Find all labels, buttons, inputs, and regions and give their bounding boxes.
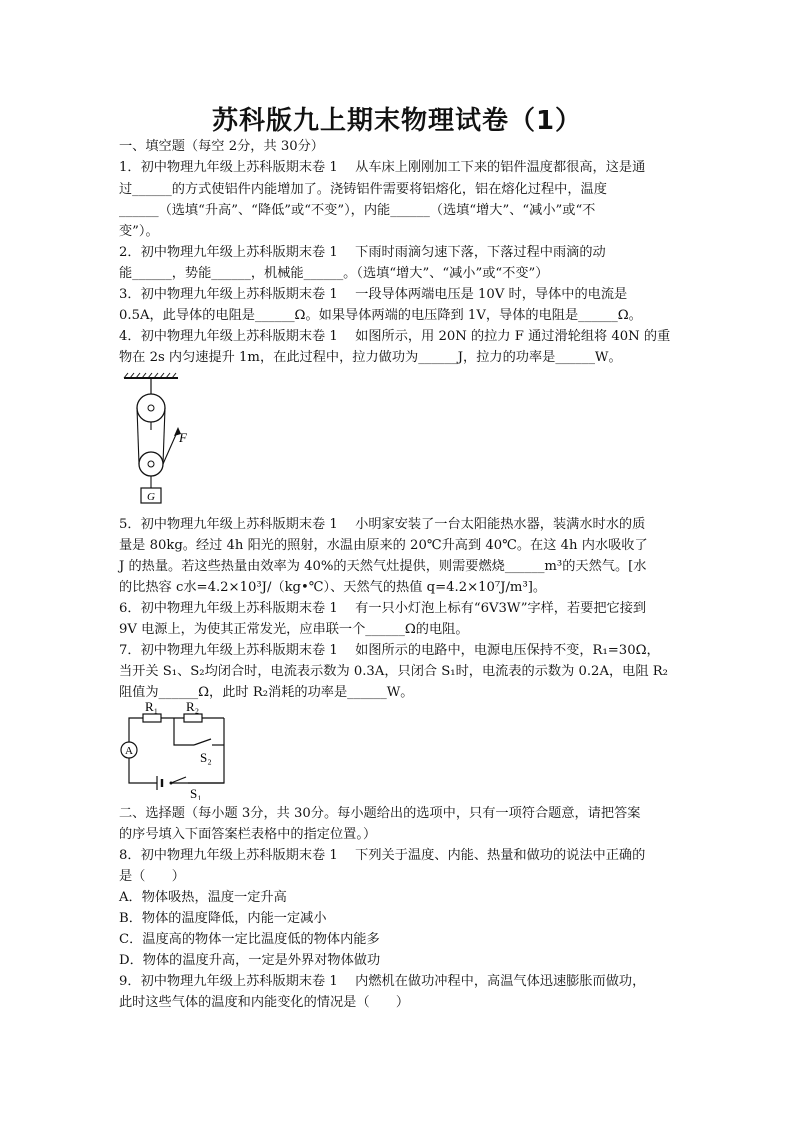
question-5-line-1: 5．初中物理九年级上苏科版期末卷 1 小明家安装了一台太阳能热水器，装满水时水的质 bbox=[119, 517, 646, 532]
question-1-line-2: 过______的方式使铝件内能增加了。浇铸铝件需要将铝熔化，铝在熔化过程中，温度 bbox=[119, 182, 607, 197]
question-4-line-2: 物在 2s 内匀速提升 1m，在此过程中，拉力做功为______J，拉力的功率是______W。 bbox=[119, 350, 622, 365]
weight-label: G bbox=[147, 491, 155, 503]
r2-label: R₂ bbox=[186, 700, 200, 714]
switch-s1-pivot bbox=[170, 782, 173, 785]
battery bbox=[157, 776, 162, 790]
question-1-line-4: 变”）。 bbox=[119, 224, 159, 239]
movable-pulley-axle bbox=[148, 461, 154, 467]
question-5-line-4: 的比热容 c水=4.2×10³J/（kg•℃）、天然气的热值 q=4.2×10⁷J/m³]。 bbox=[119, 580, 547, 595]
question-4-line-1: 4．初中物理九年级上苏科版期末卷 1 如图所示，用 20N 的拉力 F 通过滑轮组将 40N 的重 bbox=[119, 329, 671, 344]
movable-pulley bbox=[139, 452, 163, 476]
switch-s2 bbox=[194, 739, 211, 745]
question-8-line-1: 8．初中物理九年级上苏科版期末卷 1 下列关于温度、内能、热量和做功的说法中正确的 bbox=[119, 848, 646, 863]
question-8-option-b: B．物体的温度降低，内能一定减小 bbox=[119, 911, 327, 926]
question-7-line-1: 7．初中物理九年级上苏科版期末卷 1 如图所示的电路中，电源电压保持不变，R₁=30Ω， bbox=[119, 643, 660, 658]
fixed-pulley-axle bbox=[148, 405, 154, 411]
question-1-line-1: 1．初中物理九年级上苏科版期末卷 1 从车床上刚刚加工下来的铝件温度都很高，这是通 bbox=[119, 160, 646, 175]
question-2-line-2: 能______，势能______，机械能______。（选填“增大”、“减小”或“不变”） bbox=[119, 266, 549, 281]
r1-label: R₁ bbox=[145, 700, 159, 714]
question-8-option-d: D．物体的温度升高，一定是外界对物体做功 bbox=[119, 953, 381, 968]
section-heading-choice-line-2: 的序号填入下面答案栏表格中的指定位置。） bbox=[119, 827, 377, 842]
question-7-line-2: 当开关 S₁、S₂均闭合时，电流表示数为 0.3A，只闭合 S₁时，电流表的示数为 0.2A，电阻 R₂ bbox=[119, 664, 668, 679]
question-3-line-1: 3．初中物理九年级上苏科版期末卷 1 一段导体两端电压是 10V 时，导体中的电流是 bbox=[119, 287, 628, 302]
question-3-line-2: 0.5A，此导体的电阻是______Ω。如果导体两端的电压降到 1V，导体的电阻是______Ω。 bbox=[119, 308, 642, 323]
section-heading-choice-line-1: 二、选择题（每小题 3分，共 30分。每小题给出的选项中，只有一项符合题意，请把答案 bbox=[119, 806, 641, 821]
page-title: 苏科版九上期末物理试卷（1） bbox=[211, 106, 583, 136]
pulley-system-figure bbox=[118, 372, 198, 507]
force-label: F bbox=[179, 430, 187, 445]
circuit-figure bbox=[116, 700, 246, 800]
question-5-line-2: 量是 80kg。经过 4h 阳光的照射，水温由原来的 20℃升高到 40℃。在这 4h 内水吸收了 bbox=[119, 538, 648, 553]
question-8-option-c: C．温度高的物体一定比温度低的物体内能多 bbox=[119, 932, 380, 947]
question-9-line-1: 9．初中物理九年级上苏科版期末卷 1 内燃机在做功冲程中，高温气体迅速膨胀而做功， bbox=[119, 974, 646, 989]
s1-label: S₁ bbox=[190, 786, 202, 800]
section-heading-fill-in: 一、填空题（每空 2分，共 30分） bbox=[119, 139, 324, 154]
question-5-line-3: J 的热量。若这些热量由效率为 40%的天然气灶提供，则需要燃烧______m³的天然气。[水 bbox=[119, 559, 647, 574]
ammeter-label: A bbox=[125, 745, 133, 757]
question-6-line-1: 6．初中物理九年级上苏科版期末卷 1 有一只小灯泡上标有“6V3W”字样，若要把它接到 bbox=[119, 601, 647, 616]
s2-label: S₂ bbox=[200, 750, 212, 765]
question-9-line-2: 此时这些气体的温度和内能变化的情况是（ ） bbox=[119, 995, 410, 1010]
question-2-line-1: 2．初中物理九年级上苏科版期末卷 1 下雨时雨滴匀速下落，下落过程中雨滴的动 bbox=[119, 245, 606, 260]
resistor-r2 bbox=[184, 714, 202, 722]
question-8-line-2: 是（ ） bbox=[119, 869, 185, 884]
question-7-line-3: 阻值为______Ω，此时 R₂消耗的功率是______W。 bbox=[119, 685, 414, 700]
fixed-pulley bbox=[137, 394, 165, 422]
question-6-line-2: 9V 电源上，为使其正常发光，应串联一个______Ω的电阻。 bbox=[119, 622, 469, 637]
question-8-option-a: A．物体吸热，温度一定升高 bbox=[119, 890, 287, 905]
resistor-r1 bbox=[143, 714, 161, 722]
switch-s1 bbox=[171, 777, 186, 783]
question-1-line-3: ______（选填“升高”、“降低”或“不变”），内能______（选填“增大”、“减小”或“不 bbox=[119, 203, 596, 218]
